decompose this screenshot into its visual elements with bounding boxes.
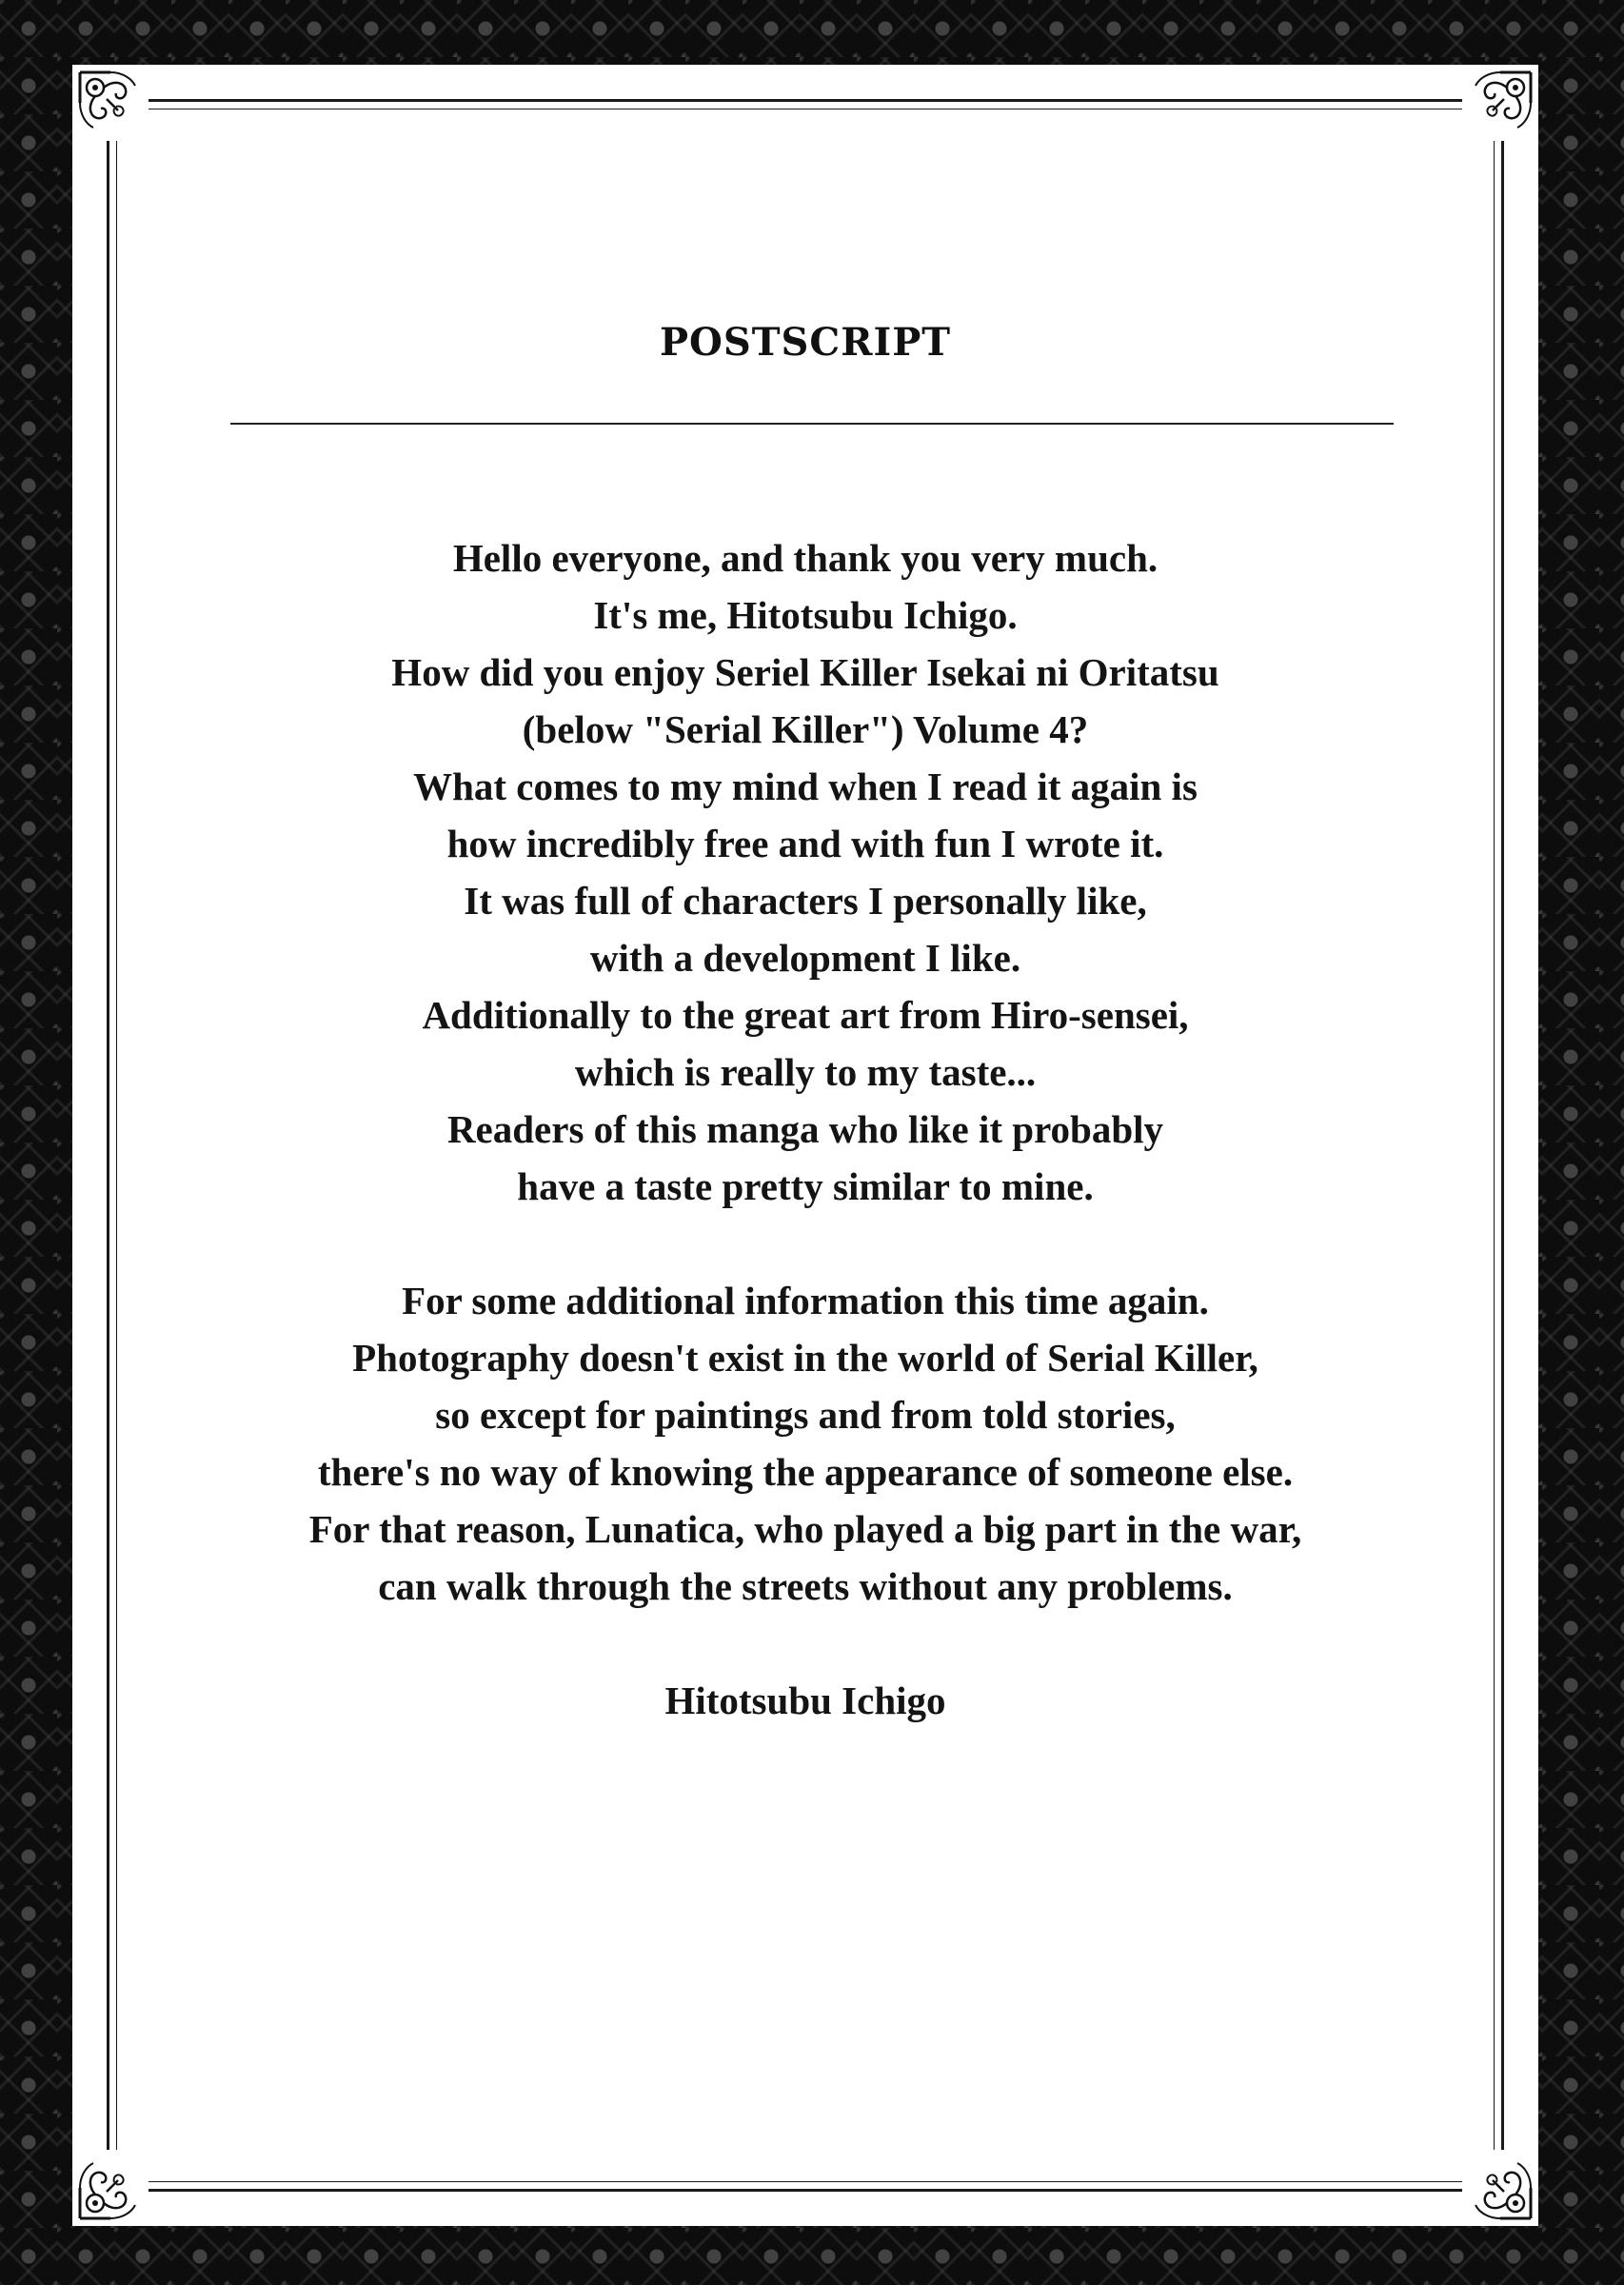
paragraph-gap: [120, 1615, 1491, 1672]
text-line: which is really to my taste...: [574, 1050, 1037, 1094]
text-line: have a taste pretty similar to mine.: [517, 1164, 1094, 1208]
corner-ornament-icon: [72, 2150, 149, 2226]
text-line: Photography doesn't exist in the world of Serial Killer,: [352, 1336, 1258, 1380]
page-title: POSTSCRIPT: [659, 320, 952, 365]
text-line: It was full of characters I personally like,: [464, 879, 1147, 923]
text-line: so except for paintings and from told stories,: [435, 1393, 1176, 1437]
text-line: can walk through the streets without any problems.: [378, 1564, 1233, 1608]
postscript-body: [120, 529, 1491, 1729]
text-line: What comes to my mind when I read it again is: [413, 765, 1198, 808]
text-line: how incredibly free and with fun I wrote it.: [446, 822, 1164, 865]
text-line: Readers of this manga who like it probably: [446, 1107, 1164, 1151]
text-line: Additionally to the great art from Hiro-sensei,: [422, 993, 1189, 1037]
text-line: there's no way of knowing the appearance of someone else.: [317, 1450, 1294, 1494]
text-line: For that reason, Lunatica, who played a big part in the war,: [308, 1507, 1302, 1551]
corner-ornament-icon: [1462, 65, 1538, 141]
corner-ornament-icon: [1462, 2150, 1538, 2226]
text-line: with a development I like.: [589, 936, 1021, 980]
text-line: For some additional information this time again.: [402, 1279, 1209, 1322]
text-line: It's me, Hitotsubu Ichigo.: [593, 593, 1018, 637]
postscript-page: [72, 65, 1538, 2226]
text-line: Hello everyone, and thank you very much.: [452, 536, 1159, 580]
corner-ornament-icon: [72, 65, 149, 141]
text-line: How did you enjoy Seriel Killer Isekai ni Oritatsu: [391, 650, 1219, 694]
text-line: (below "Serial Killer") Volume 4?: [522, 707, 1089, 751]
title-divider: [230, 423, 1394, 425]
signature: Hitotsubu Ichigo: [664, 1679, 946, 1722]
paragraph-gap: [120, 1215, 1491, 1272]
